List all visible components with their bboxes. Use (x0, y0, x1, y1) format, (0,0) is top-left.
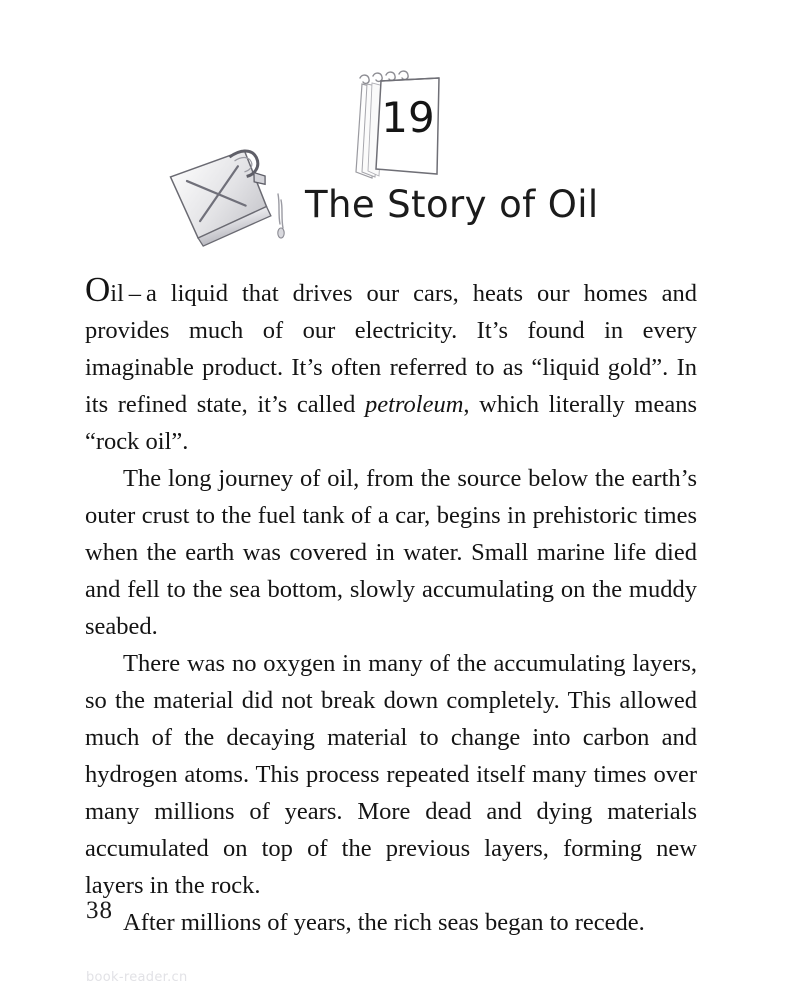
paragraph-1-text: il – a liquid that drives our cars, heats our homes and provides much of our electricity. It’s found in every imaginable product. It’s often referred to as “liquid gold”. In its refined state, it’s called (85, 280, 697, 418)
paragraph-2: The long journey of oil, from the source below the earth’s outer crust to the fuel tank of a car, begins in prehistoric times when the earth was covered in water. Small marine life died and fell to the sea bottom, slowly accumulating on the muddy seabed. (85, 465, 697, 640)
watermark: book-reader.cn (86, 970, 188, 985)
page-number: 38 (86, 897, 113, 924)
paragraph-1-italic-term: petroleum (364, 391, 464, 418)
drop-cap: O (85, 270, 111, 309)
desk-calendar-icon (338, 64, 468, 189)
chapter-header (0, 0, 800, 262)
chapter-title: The Story of Oil (305, 183, 599, 226)
paragraph-1-tail: , which literally means “rock oil”. (85, 391, 698, 455)
chapter-number-text: 19 (381, 93, 435, 142)
paragraph-3: There was no oxygen in many of the accumulating layers, so the material did not break down completely. This allowed much of the decaying material to change into carbon and hydrogen atoms. This process repeated itself many times over many millions of years. More dead and dying materials accumulated on top of the previous layers, forming new layers in the rock. (85, 650, 697, 899)
paragraph-4: After millions of years, the rich seas began to recede. (123, 909, 645, 936)
body-text (85, 270, 698, 941)
paragraph-1 (85, 270, 698, 460)
